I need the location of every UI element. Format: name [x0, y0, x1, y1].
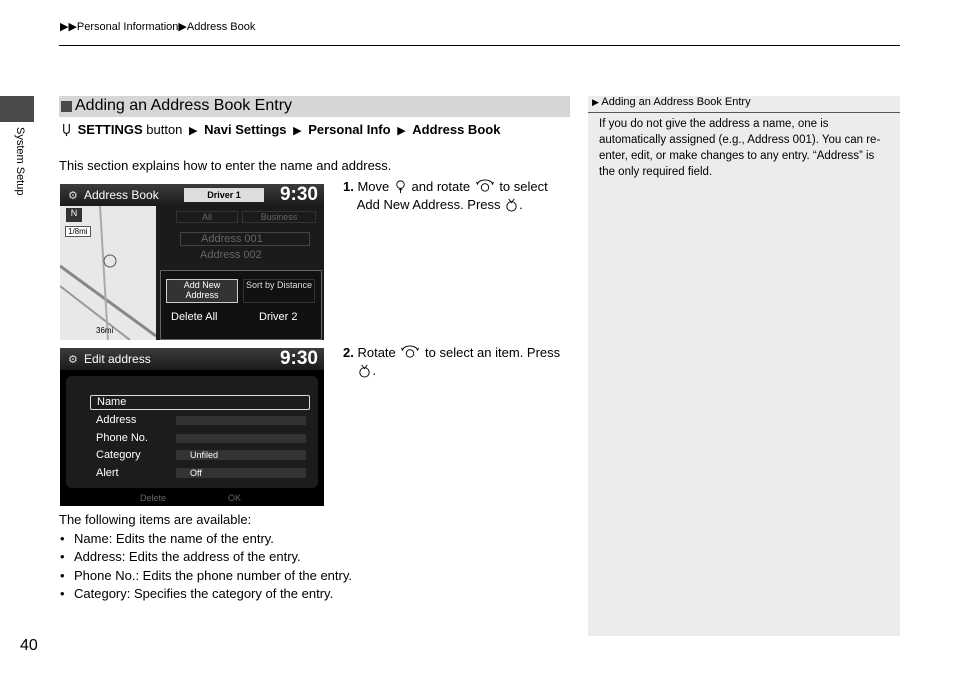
step-text: Rotate: [357, 345, 396, 360]
list-item: [74, 567, 352, 586]
map-view: [60, 206, 156, 340]
edit-address-screen: [60, 348, 324, 506]
field-label: Name: [97, 396, 127, 408]
edit-panel: [66, 376, 318, 488]
add-new-address-button[interactable]: Add New Address: [166, 279, 238, 303]
breadcrumb-part2: Address Book: [186, 21, 256, 33]
page-number: 40: [20, 637, 38, 654]
step-text: . Press: [460, 197, 501, 212]
step-number: 1.: [343, 179, 354, 194]
press-button-icon: [357, 363, 372, 378]
field-value-box: [176, 416, 306, 425]
item-term: Address: [74, 549, 122, 564]
path-arrow-icon: ▶: [293, 125, 302, 137]
field-value: Unfiled: [176, 450, 306, 460]
clock: 9:30: [279, 348, 318, 369]
item-desc: : Edits the name of the entry.: [108, 530, 274, 546]
step-2: [343, 344, 573, 380]
rotate-dial-icon: [399, 345, 421, 360]
field-label: Phone No.: [96, 432, 148, 444]
items-intro: The following items are available:: [59, 512, 252, 527]
field-label: Alert: [96, 467, 119, 479]
side-tab-marker: [0, 96, 34, 122]
list-item: [74, 585, 352, 604]
sort-by-distance-button[interactable]: Sort by Distance: [243, 279, 315, 303]
filter-business[interactable]: Business: [242, 211, 316, 223]
note-body: If you do not give the address a name, one is automatically assigned (e.g., Address 001). You can re-enter, edit, or make changes to any entry. “Address” is the only required field.: [599, 118, 881, 178]
step-text: .: [519, 197, 523, 212]
filter-all[interactable]: All: [176, 211, 238, 223]
nav-path: [59, 122, 500, 137]
step-text: to select: [499, 179, 548, 194]
address-entry[interactable]: Address 001: [180, 232, 310, 246]
intro-text: This section explains how to enter the name and address.: [59, 158, 392, 173]
field-value: Off: [176, 468, 306, 478]
field-value-box: [176, 434, 306, 443]
side-tab-label: System Setup: [14, 127, 26, 196]
field-row[interactable]: [90, 467, 308, 480]
section-title: Adding an Address Book Entry: [75, 97, 293, 114]
press-button-icon: [504, 197, 519, 212]
note-title-text: Adding an Address Book Entry: [601, 96, 751, 108]
breadcrumb: [60, 20, 255, 33]
nav-address-book: Address Book: [412, 122, 501, 137]
path-arrow-icon: ▶: [397, 125, 406, 137]
item-term: Phone No.: [74, 567, 136, 583]
note-divider: [588, 112, 900, 113]
delete-all-button[interactable]: Delete All: [171, 311, 218, 323]
item-term: Category: [74, 586, 127, 601]
heading-square-icon: [61, 101, 72, 112]
step-1: [343, 178, 573, 214]
note-title: [592, 96, 751, 108]
screen-title-bar: [60, 184, 324, 206]
breadcrumb-sep: ▶: [178, 21, 187, 33]
popup-menu: [160, 270, 322, 340]
nav-navi-settings: Navi Settings: [204, 122, 287, 137]
nav-personal-info: Personal Info: [308, 122, 391, 137]
list-item: [74, 548, 352, 567]
header-rule: [59, 45, 900, 46]
delete-button[interactable]: Delete: [140, 493, 167, 503]
address-entry[interactable]: Address 002: [200, 249, 262, 261]
screen-title-bar: [60, 348, 324, 370]
screen-title: Address Book: [84, 188, 159, 202]
screen-title: Edit address: [84, 352, 151, 366]
step-text: .: [372, 363, 377, 378]
step-text: and rotate: [411, 179, 471, 194]
settings-gear-icon: ⚙: [68, 354, 78, 366]
map-scale-bottom: 36mi: [96, 326, 114, 335]
list-panel: [156, 206, 324, 340]
items-section: [59, 511, 352, 604]
breadcrumb-arrows: ▶▶: [60, 21, 77, 33]
step-target-label: Add New Address: [356, 197, 461, 212]
map-north-icon: N: [66, 208, 82, 222]
field-label: Address: [96, 414, 137, 426]
home-button-icon: [59, 122, 74, 137]
section-heading: [59, 96, 570, 117]
item-desc: : Edits the phone number of the entry.: [135, 567, 352, 583]
field-row[interactable]: [90, 432, 308, 445]
rotate-dial-icon: [474, 179, 496, 194]
clock: 9:30: [279, 184, 318, 205]
field-label: Category: [96, 449, 141, 461]
map-scale: 1/8mi: [65, 226, 91, 237]
field-row[interactable]: [90, 449, 308, 462]
list-item: [74, 530, 352, 549]
note-ref-icon: ▶: [592, 97, 599, 107]
field-row[interactable]: [90, 395, 310, 410]
step-number: 2.: [343, 345, 354, 360]
driver-2-button[interactable]: Driver 2: [259, 311, 298, 323]
field-row[interactable]: [90, 414, 308, 427]
ok-button[interactable]: OK: [228, 493, 242, 503]
items-list: [59, 530, 352, 604]
driver-tab: Driver 1: [184, 188, 264, 202]
settings-gear-icon: ⚙: [68, 190, 78, 202]
step-text: to select an item. Press: [425, 345, 561, 360]
joystick-move-icon: [393, 179, 408, 194]
path-arrow-icon: ▶: [189, 125, 198, 137]
breadcrumb-part1: Personal Information: [76, 21, 179, 33]
nav-button-word: button: [146, 122, 183, 137]
item-desc: : Specifies the category of the entry.: [126, 586, 334, 601]
item-term: Name: [74, 530, 109, 546]
nav-settings: SETTINGS: [77, 122, 143, 137]
sidebar-note: [588, 96, 900, 636]
step-text: Move: [357, 179, 390, 194]
address-book-screen: [60, 184, 324, 340]
item-desc: : Edits the address of the entry.: [121, 549, 301, 564]
